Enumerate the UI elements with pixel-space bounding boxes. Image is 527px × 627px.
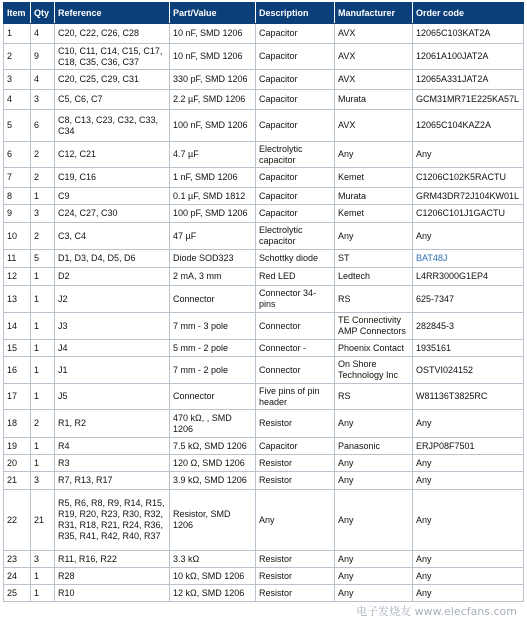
- table-row: [4, 384, 524, 410]
- cell-part-value: 330 pF, SMD 1206: [170, 70, 256, 90]
- cell-qty: 1: [31, 340, 55, 357]
- cell-qty: 3: [31, 205, 55, 223]
- cell-reference: R7, R13, R17: [55, 472, 170, 490]
- cell-part-value: 3.9 kΩ, SMD 1206: [170, 472, 256, 490]
- cell-reference: C8, C13, C23, C32, C33, C34: [55, 110, 170, 142]
- col-header-order-code: Order code: [413, 3, 524, 24]
- cell-qty: 1: [31, 188, 55, 205]
- table-row: [4, 24, 524, 44]
- cell-part-value: 5 mm - 2 pole: [170, 340, 256, 357]
- cell-description: Connector 34-pins: [256, 286, 335, 313]
- bom-table-body: [4, 24, 524, 602]
- cell-description: Resistor: [256, 472, 335, 490]
- cell-qty: 1: [31, 286, 55, 313]
- cell-description: Five pins of pin header: [256, 384, 335, 410]
- cell-order-code: OSTVI024152: [413, 357, 524, 384]
- table-row: [4, 205, 524, 223]
- cell-part-value: 2.2 µF, SMD 1206: [170, 90, 256, 110]
- cell-item: 17: [4, 384, 31, 410]
- cell-item: 2: [4, 44, 31, 70]
- cell-qty: 1: [31, 455, 55, 472]
- cell-part-value: 120 Ω, SMD 1206: [170, 455, 256, 472]
- cell-reference: J2: [55, 286, 170, 313]
- cell-item: 8: [4, 188, 31, 205]
- table-row: [4, 110, 524, 142]
- cell-qty: 1: [31, 313, 55, 340]
- cell-reference: C12, C21: [55, 142, 170, 168]
- cell-item: 4: [4, 90, 31, 110]
- cell-order-code: C1206C101J1GACTU: [413, 205, 524, 223]
- cell-manufacturer: Any: [335, 585, 413, 602]
- cell-order-code: 625-7347: [413, 286, 524, 313]
- cell-item: 21: [4, 472, 31, 490]
- cell-item: 25: [4, 585, 31, 602]
- cell-part-value: 470 kΩ, , SMD 1206: [170, 410, 256, 438]
- cell-description: Connector: [256, 313, 335, 340]
- cell-manufacturer: Any: [335, 455, 413, 472]
- cell-part-value: 10 nF, SMD 1206: [170, 24, 256, 44]
- cell-order-code: GRM43DR72J104KW01L: [413, 188, 524, 205]
- table-row: [4, 286, 524, 313]
- cell-manufacturer: ST: [335, 250, 413, 268]
- table-row: [4, 438, 524, 455]
- cell-qty: 3: [31, 551, 55, 568]
- cell-manufacturer: Any: [335, 551, 413, 568]
- cell-qty: 6: [31, 110, 55, 142]
- table-row: [4, 142, 524, 168]
- cell-item: 1: [4, 24, 31, 44]
- cell-manufacturer: Any: [335, 142, 413, 168]
- cell-reference: R4: [55, 438, 170, 455]
- cell-part-value: 7 mm - 3 pole: [170, 313, 256, 340]
- table-header-row: [4, 3, 524, 24]
- cell-part-value: 12 kΩ, SMD 1206: [170, 585, 256, 602]
- cell-qty: 4: [31, 70, 55, 90]
- cell-order-code: ERJP08F7501: [413, 438, 524, 455]
- watermark: 电子发烧友 www.elecfans.com: [356, 605, 517, 618]
- table-row: [4, 357, 524, 384]
- table-row: [4, 250, 524, 268]
- cell-description: Red LED: [256, 268, 335, 286]
- cell-order-code: W81136T3825RC: [413, 384, 524, 410]
- cell-item: 16: [4, 357, 31, 384]
- cell-item: 9: [4, 205, 31, 223]
- cell-manufacturer: Any: [335, 490, 413, 551]
- cell-reference: C20, C22, C26, C28: [55, 24, 170, 44]
- cell-reference: R11, R16, R22: [55, 551, 170, 568]
- cell-reference: C5, C6, C7: [55, 90, 170, 110]
- cell-manufacturer: On Shore Technology Inc: [335, 357, 413, 384]
- cell-qty: 1: [31, 357, 55, 384]
- cell-item: 18: [4, 410, 31, 438]
- cell-order-code: Any: [413, 223, 524, 250]
- cell-order-code: Any: [413, 585, 524, 602]
- cell-description: Connector -: [256, 340, 335, 357]
- cell-manufacturer: RS: [335, 286, 413, 313]
- cell-part-value: 2 mA, 3 mm: [170, 268, 256, 286]
- cell-manufacturer: Any: [335, 472, 413, 490]
- cell-reference: C20, C25, C29, C31: [55, 70, 170, 90]
- cell-order-code[interactable]: BAT48J: [413, 250, 524, 268]
- cell-description: Electrolytic capacitor: [256, 142, 335, 168]
- col-header-manufacturer: Manufacturer: [335, 3, 413, 24]
- cell-description: Capacitor: [256, 70, 335, 90]
- cell-order-code: Any: [413, 490, 524, 551]
- cell-item: 3: [4, 70, 31, 90]
- cell-part-value: Connector: [170, 286, 256, 313]
- cell-qty: 21: [31, 490, 55, 551]
- cell-reference: R1, R2: [55, 410, 170, 438]
- cell-qty: 1: [31, 384, 55, 410]
- cell-manufacturer: RS: [335, 384, 413, 410]
- cell-qty: 4: [31, 24, 55, 44]
- cell-description: Schottky diode: [256, 250, 335, 268]
- cell-part-value: 47 µF: [170, 223, 256, 250]
- cell-manufacturer: Any: [335, 568, 413, 585]
- table-row: [4, 490, 524, 551]
- cell-reference: J3: [55, 313, 170, 340]
- cell-qty: 3: [31, 472, 55, 490]
- table-row: [4, 313, 524, 340]
- cell-description: Capacitor: [256, 168, 335, 188]
- cell-item: 12: [4, 268, 31, 286]
- cell-order-code: L4RR3000G1EP4: [413, 268, 524, 286]
- cell-description: Resistor: [256, 455, 335, 472]
- cell-order-code: GCM31MR71E225KA57L: [413, 90, 524, 110]
- cell-manufacturer: Murata: [335, 188, 413, 205]
- cell-order-code: Any: [413, 455, 524, 472]
- cell-part-value: 3.3 kΩ: [170, 551, 256, 568]
- table-row: [4, 44, 524, 70]
- cell-description: Capacitor: [256, 90, 335, 110]
- cell-qty: 1: [31, 585, 55, 602]
- cell-part-value: 7.5 kΩ, SMD 1206: [170, 438, 256, 455]
- cell-item: 11: [4, 250, 31, 268]
- table-row: [4, 268, 524, 286]
- cell-description: Resistor: [256, 551, 335, 568]
- cell-description: Resistor: [256, 410, 335, 438]
- cell-item: 7: [4, 168, 31, 188]
- table-row: [4, 551, 524, 568]
- cell-manufacturer: TE Connectivity AMP Connectors: [335, 313, 413, 340]
- cell-qty: 5: [31, 250, 55, 268]
- cell-reference: C3, C4: [55, 223, 170, 250]
- cell-part-value: Diode SOD323: [170, 250, 256, 268]
- cell-order-code: C1206C102K5RACTU: [413, 168, 524, 188]
- col-header-item: Item: [4, 3, 31, 24]
- cell-description: Connector: [256, 357, 335, 384]
- cell-qty: 2: [31, 168, 55, 188]
- cell-part-value: 7 mm - 2 pole: [170, 357, 256, 384]
- cell-manufacturer: AVX: [335, 44, 413, 70]
- cell-item: 23: [4, 551, 31, 568]
- cell-manufacturer: Panasonic: [335, 438, 413, 455]
- table-row: [4, 340, 524, 357]
- cell-order-code: Any: [413, 472, 524, 490]
- cell-qty: 9: [31, 44, 55, 70]
- cell-manufacturer: Kemet: [335, 168, 413, 188]
- table-row: [4, 455, 524, 472]
- cell-reference: J5: [55, 384, 170, 410]
- cell-order-code: 12065C104KAZ2A: [413, 110, 524, 142]
- cell-manufacturer: AVX: [335, 70, 413, 90]
- cell-description: Capacitor: [256, 188, 335, 205]
- cell-reference: C19, C16: [55, 168, 170, 188]
- cell-part-value: 4.7 µF: [170, 142, 256, 168]
- cell-manufacturer: Kemet: [335, 205, 413, 223]
- cell-item: 13: [4, 286, 31, 313]
- cell-reference: D2: [55, 268, 170, 286]
- cell-part-value: 1 nF, SMD 1206: [170, 168, 256, 188]
- cell-order-code: Any: [413, 551, 524, 568]
- table-row: [4, 168, 524, 188]
- cell-qty: 3: [31, 90, 55, 110]
- table-row: [4, 223, 524, 250]
- cell-order-code: 282845-3: [413, 313, 524, 340]
- cell-item: 22: [4, 490, 31, 551]
- cell-description: Capacitor: [256, 110, 335, 142]
- cell-description: Any: [256, 490, 335, 551]
- col-header-reference: Reference: [55, 3, 170, 24]
- cell-reference: R28: [55, 568, 170, 585]
- cell-part-value: 100 nF, SMD 1206: [170, 110, 256, 142]
- cell-item: 24: [4, 568, 31, 585]
- cell-qty: 2: [31, 410, 55, 438]
- cell-order-code: Any: [413, 410, 524, 438]
- table-row: [4, 70, 524, 90]
- table-row: [4, 90, 524, 110]
- cell-description: Electrolytic capacitor: [256, 223, 335, 250]
- cell-part-value: Resistor, SMD 1206: [170, 490, 256, 551]
- cell-order-code: 12065C103KAT2A: [413, 24, 524, 44]
- cell-part-value: Connector: [170, 384, 256, 410]
- cell-order-code: 1935161: [413, 340, 524, 357]
- cell-item: 14: [4, 313, 31, 340]
- cell-qty: 2: [31, 142, 55, 168]
- table-row: [4, 472, 524, 490]
- cell-manufacturer: AVX: [335, 24, 413, 44]
- cell-part-value: 10 nF, SMD 1206: [170, 44, 256, 70]
- cell-reference: J1: [55, 357, 170, 384]
- cell-qty: 1: [31, 438, 55, 455]
- cell-manufacturer: Phoenix Contact: [335, 340, 413, 357]
- cell-reference: C24, C27, C30: [55, 205, 170, 223]
- cell-description: Capacitor: [256, 438, 335, 455]
- cell-order-code: Any: [413, 142, 524, 168]
- cell-reference: R10: [55, 585, 170, 602]
- col-header-part-value: Part/Value: [170, 3, 256, 24]
- cell-part-value: 100 pF, SMD 1206: [170, 205, 256, 223]
- cell-manufacturer: Ledtech: [335, 268, 413, 286]
- cell-item: 10: [4, 223, 31, 250]
- cell-item: 19: [4, 438, 31, 455]
- cell-reference: R5, R6, R8, R9, R14, R15, R19, R20, R23, R30, R32, R31, R18, R21, R24, R36, R35, R41, R42, R40, R37: [55, 490, 170, 551]
- cell-description: Capacitor: [256, 205, 335, 223]
- cell-reference: J4: [55, 340, 170, 357]
- cell-item: 20: [4, 455, 31, 472]
- bom-table: [3, 2, 524, 602]
- cell-manufacturer: Any: [335, 410, 413, 438]
- cell-reference: R3: [55, 455, 170, 472]
- cell-qty: 1: [31, 268, 55, 286]
- cell-description: Capacitor: [256, 44, 335, 70]
- cell-description: Capacitor: [256, 24, 335, 44]
- cell-item: 15: [4, 340, 31, 357]
- cell-qty: 2: [31, 223, 55, 250]
- table-row: [4, 568, 524, 585]
- cell-qty: 1: [31, 568, 55, 585]
- cell-manufacturer: Murata: [335, 90, 413, 110]
- cell-manufacturer: Any: [335, 223, 413, 250]
- table-row: [4, 585, 524, 602]
- col-header-description: Description: [256, 3, 335, 24]
- cell-part-value: 0.1 µF, SMD 1812: [170, 188, 256, 205]
- cell-reference: C10, C11, C14, C15, C17, C18, C35, C36, C37: [55, 44, 170, 70]
- table-row: [4, 410, 524, 438]
- cell-item: 5: [4, 110, 31, 142]
- cell-reference: C9: [55, 188, 170, 205]
- table-row: [4, 188, 524, 205]
- cell-manufacturer: AVX: [335, 110, 413, 142]
- cell-description: Resistor: [256, 568, 335, 585]
- cell-description: Resistor: [256, 585, 335, 602]
- cell-order-code: 12061A100JAT2A: [413, 44, 524, 70]
- cell-order-code: 12065A331JAT2A: [413, 70, 524, 90]
- cell-order-code: Any: [413, 568, 524, 585]
- cell-reference: D1, D3, D4, D5, D6: [55, 250, 170, 268]
- cell-item: 6: [4, 142, 31, 168]
- cell-part-value: 10 kΩ, SMD 1206: [170, 568, 256, 585]
- col-header-qty: Qty: [31, 3, 55, 24]
